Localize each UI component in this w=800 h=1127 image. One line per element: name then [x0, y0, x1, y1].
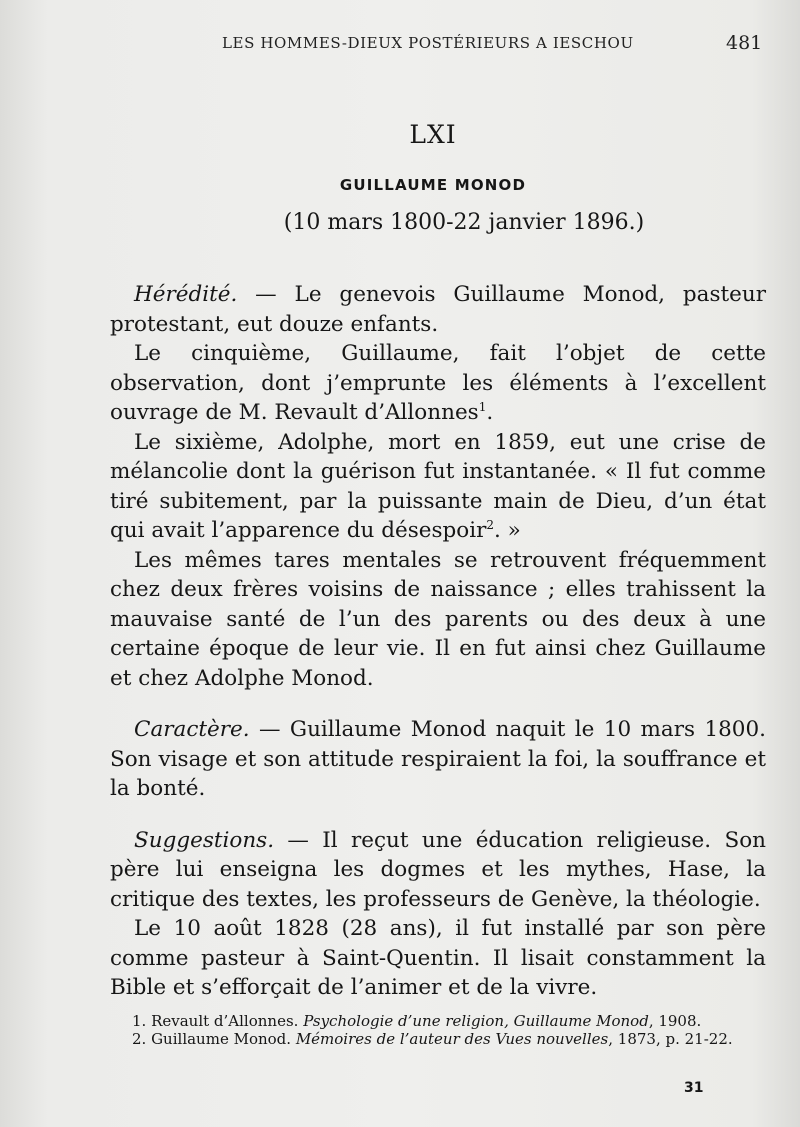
- footnote-1-author: 1. Revault d’Allonnes.: [132, 1012, 304, 1030]
- footnotes: [110, 1012, 782, 1048]
- paragraph-suggestions: [110, 826, 766, 915]
- footnote-2-author: 2. Guillaume Monod.: [132, 1030, 296, 1048]
- printer-signature-mark: 31: [684, 1080, 704, 1096]
- page-number: 481: [726, 32, 763, 54]
- chapter-title: GUILLAUME MONOD: [339, 176, 527, 194]
- paragraph-sixieme: [110, 428, 766, 546]
- footnote-1-title: Psychologie d’une religion, Guillaume Monod: [303, 1012, 649, 1030]
- paragraph-text-end: . »: [494, 518, 521, 543]
- paragraph-text: — Il reçut une éducation religieuse. Son père lui enseigna les dogmes et les mythes, Hase, la critique des textes, les professeurs de Genève, la théologie.: [110, 827, 766, 912]
- paragraph-text: — Guillaume Monod naquit le 10 mars 1800. Son visage et son attitude respiraient la foi, la souffrance et la bonté.: [110, 717, 766, 801]
- footnote-ref-2: 2: [486, 517, 494, 532]
- chapter-dates: (10 mars 1800-22 janvier 1896.): [283, 210, 645, 235]
- paragraph-text-end: .: [486, 400, 494, 425]
- paragraph-caractere: [110, 715, 766, 804]
- footnote-1: [110, 1012, 782, 1030]
- footnote-2: [110, 1030, 782, 1048]
- footnote-2-year: , 1873, p. 21-22.: [608, 1030, 733, 1048]
- section-heading-caractere: Caractère.: [134, 717, 250, 742]
- footnote-1-year: , 1908.: [648, 1012, 702, 1030]
- chapter-number: LXI: [409, 120, 457, 149]
- paragraph-tares: Les mêmes tares mentales se retrouvent fréquemment chez deux frères voisins de naissance ; elles trahissent la mauvaise santé de l’un des parents ou des deux à une certaine époque de leur vie. Il en fut ainsi chez Guillaume et chez Adolphe Monod.: [110, 547, 766, 691]
- paragraph-cinquieme: [110, 339, 766, 428]
- paragraph-text: Le sixième, Adolphe, mort en 1859, eut une crise de mélancolie dont la guérison fut instantanée. « Il fut comme tiré subitement, par la puissante main de Dieu, d’un état qui avait l’apparence du désespoir: [110, 429, 766, 543]
- paragraph-installation: Le 10 août 1828 (28 ans), il fut installé par son père comme pasteur à Saint-Quentin. Il lisait constamment la Bible et s’efforçait de l’animer et de la vivre.: [110, 916, 766, 1000]
- running-head: LES HOMMES-DIEUX POSTÉRIEURS A IESCHOU: [222, 34, 634, 52]
- body-text: [110, 280, 766, 1003]
- paragraph-text: — Le genevois Guillaume Monod, pasteur protestant, eut douze enfants.: [110, 282, 766, 337]
- footnote-ref-1: 1: [478, 399, 487, 414]
- paragraph-text: Le cinquième, Guillaume, fait l’objet de cette observation, dont j’emprunte les éléments à l’excellent ouvrage de M. Revault d’Allonnes: [110, 341, 766, 425]
- paragraph-heredite: [110, 280, 766, 339]
- footnote-2-title: Mémoires de l’auteur des Vues nouvelles: [295, 1030, 609, 1048]
- section-heading-heredite: Hérédité.: [134, 282, 238, 307]
- section-heading-suggestions: Suggestions.: [134, 827, 275, 853]
